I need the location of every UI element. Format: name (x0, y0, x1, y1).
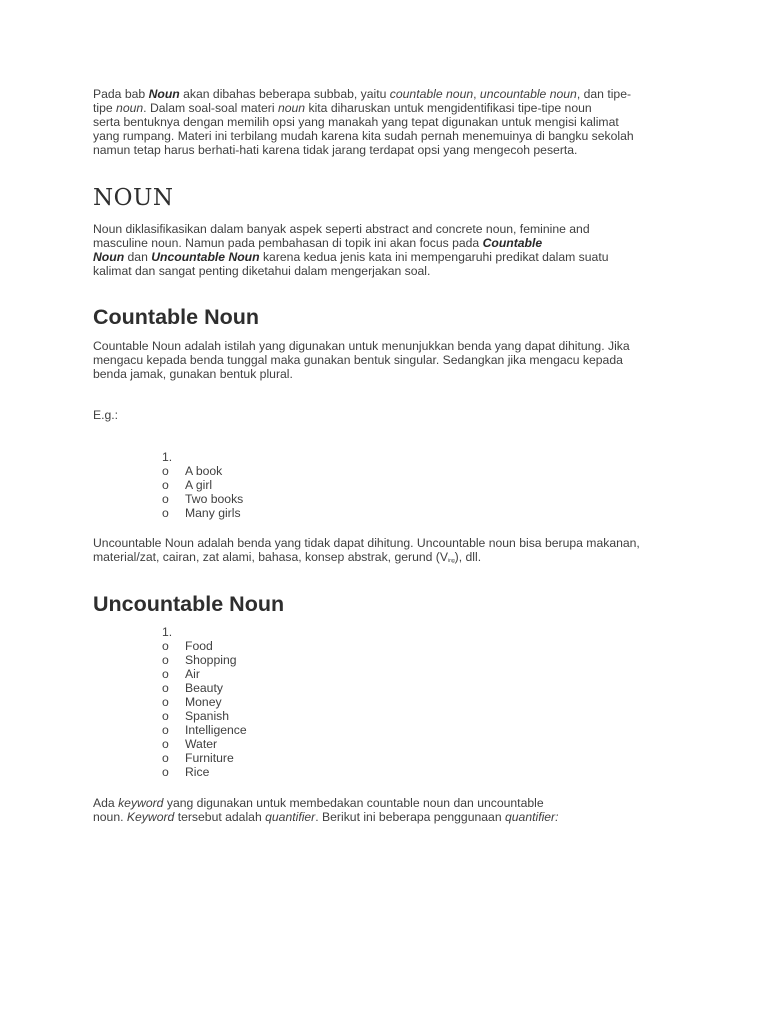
noun-heading: NOUN (93, 185, 174, 211)
list-number: 1. (162, 450, 173, 464)
list-item: o Food (162, 639, 213, 653)
list-item: o Intelligence (162, 723, 247, 737)
noun-term: Noun (148, 87, 180, 101)
list-item: o Two books (162, 492, 244, 506)
list-number: 1. (162, 625, 173, 639)
list-item: o A girl (162, 478, 213, 492)
list-item: o Spanish (162, 709, 230, 723)
uncountable-noun-paragraph: Uncountable Noun adalah benda yang tidak dapat dihitung. Uncountable noun bisa berupa makanan, material/zat, cairan, zat alami, bahasa, konsep abstrak, gerund $(V_{ing})$, dll. (93, 536, 640, 564)
example-label: E.g.: (93, 408, 119, 422)
list-item: o Shopping (162, 653, 237, 667)
noun-paragraph: Noun diklasifikasikan dalam banyak aspek seperti abstract and concrete noun, feminine and masculine noun. Namun pada pembahasan di topik ini akan focus pada Countable Noun dan Uncountable Noun karena kedua jenis kata ini mempengaruhi predikat dalam suatu kalimat dan sangat penting diketahui dalam mengerjakan soal. (93, 222, 609, 278)
closing-paragraph: Ada keyword yang digunakan untuk membedakan countable noun dan uncountable noun. Keyword tersebut adalah quantifier. Berikut ini beberapa penggunaan quantifier: (93, 796, 559, 824)
countable-noun-heading: Countable Noun (93, 305, 260, 329)
list-item: o Money (162, 695, 222, 709)
list-item: o Furniture (162, 751, 234, 765)
list-item: o Water (162, 737, 218, 751)
countable-noun-paragraph: Countable Noun adalah istilah yang digunakan untuk menunjukkan benda yang dapat dihitung. Jika mengacu kepada benda tunggal maka gunakan bentuk singular. Sedangkan jika mengacu kepada benda jamak, gunakan bentuk plural. (93, 339, 630, 381)
list-item: o A book (162, 464, 223, 478)
intro-paragraph: Pada bab Noun akan dibahas beberapa subbab, yaitu countable noun, uncountable noun, dan tipe- tipe noun. Dalam soal-soal materi noun kita diharuskan untuk mengidentifikasi tipe-tipe noun serta bentuknya dengan memilih opsi yang manakah yang tepat digunakan untuk mengisi kalimat yang rumpang. Materi ini terbilang mudah karena kita sudah pernah menemuinya di bangku sekolah namun tetap harus berhati-hati karena tidak jarang terdapat opsi yang mengecoh peserta. (93, 87, 634, 157)
countable-example-list (162, 450, 244, 520)
uncountable-example-list (162, 625, 247, 779)
list-item: o Beauty (162, 681, 223, 695)
list-item: o Rice (162, 765, 210, 779)
list-item: o Many girls (162, 506, 241, 520)
list-item: o Air (162, 667, 200, 681)
uncountable-noun-heading: Uncountable Noun (93, 592, 285, 616)
